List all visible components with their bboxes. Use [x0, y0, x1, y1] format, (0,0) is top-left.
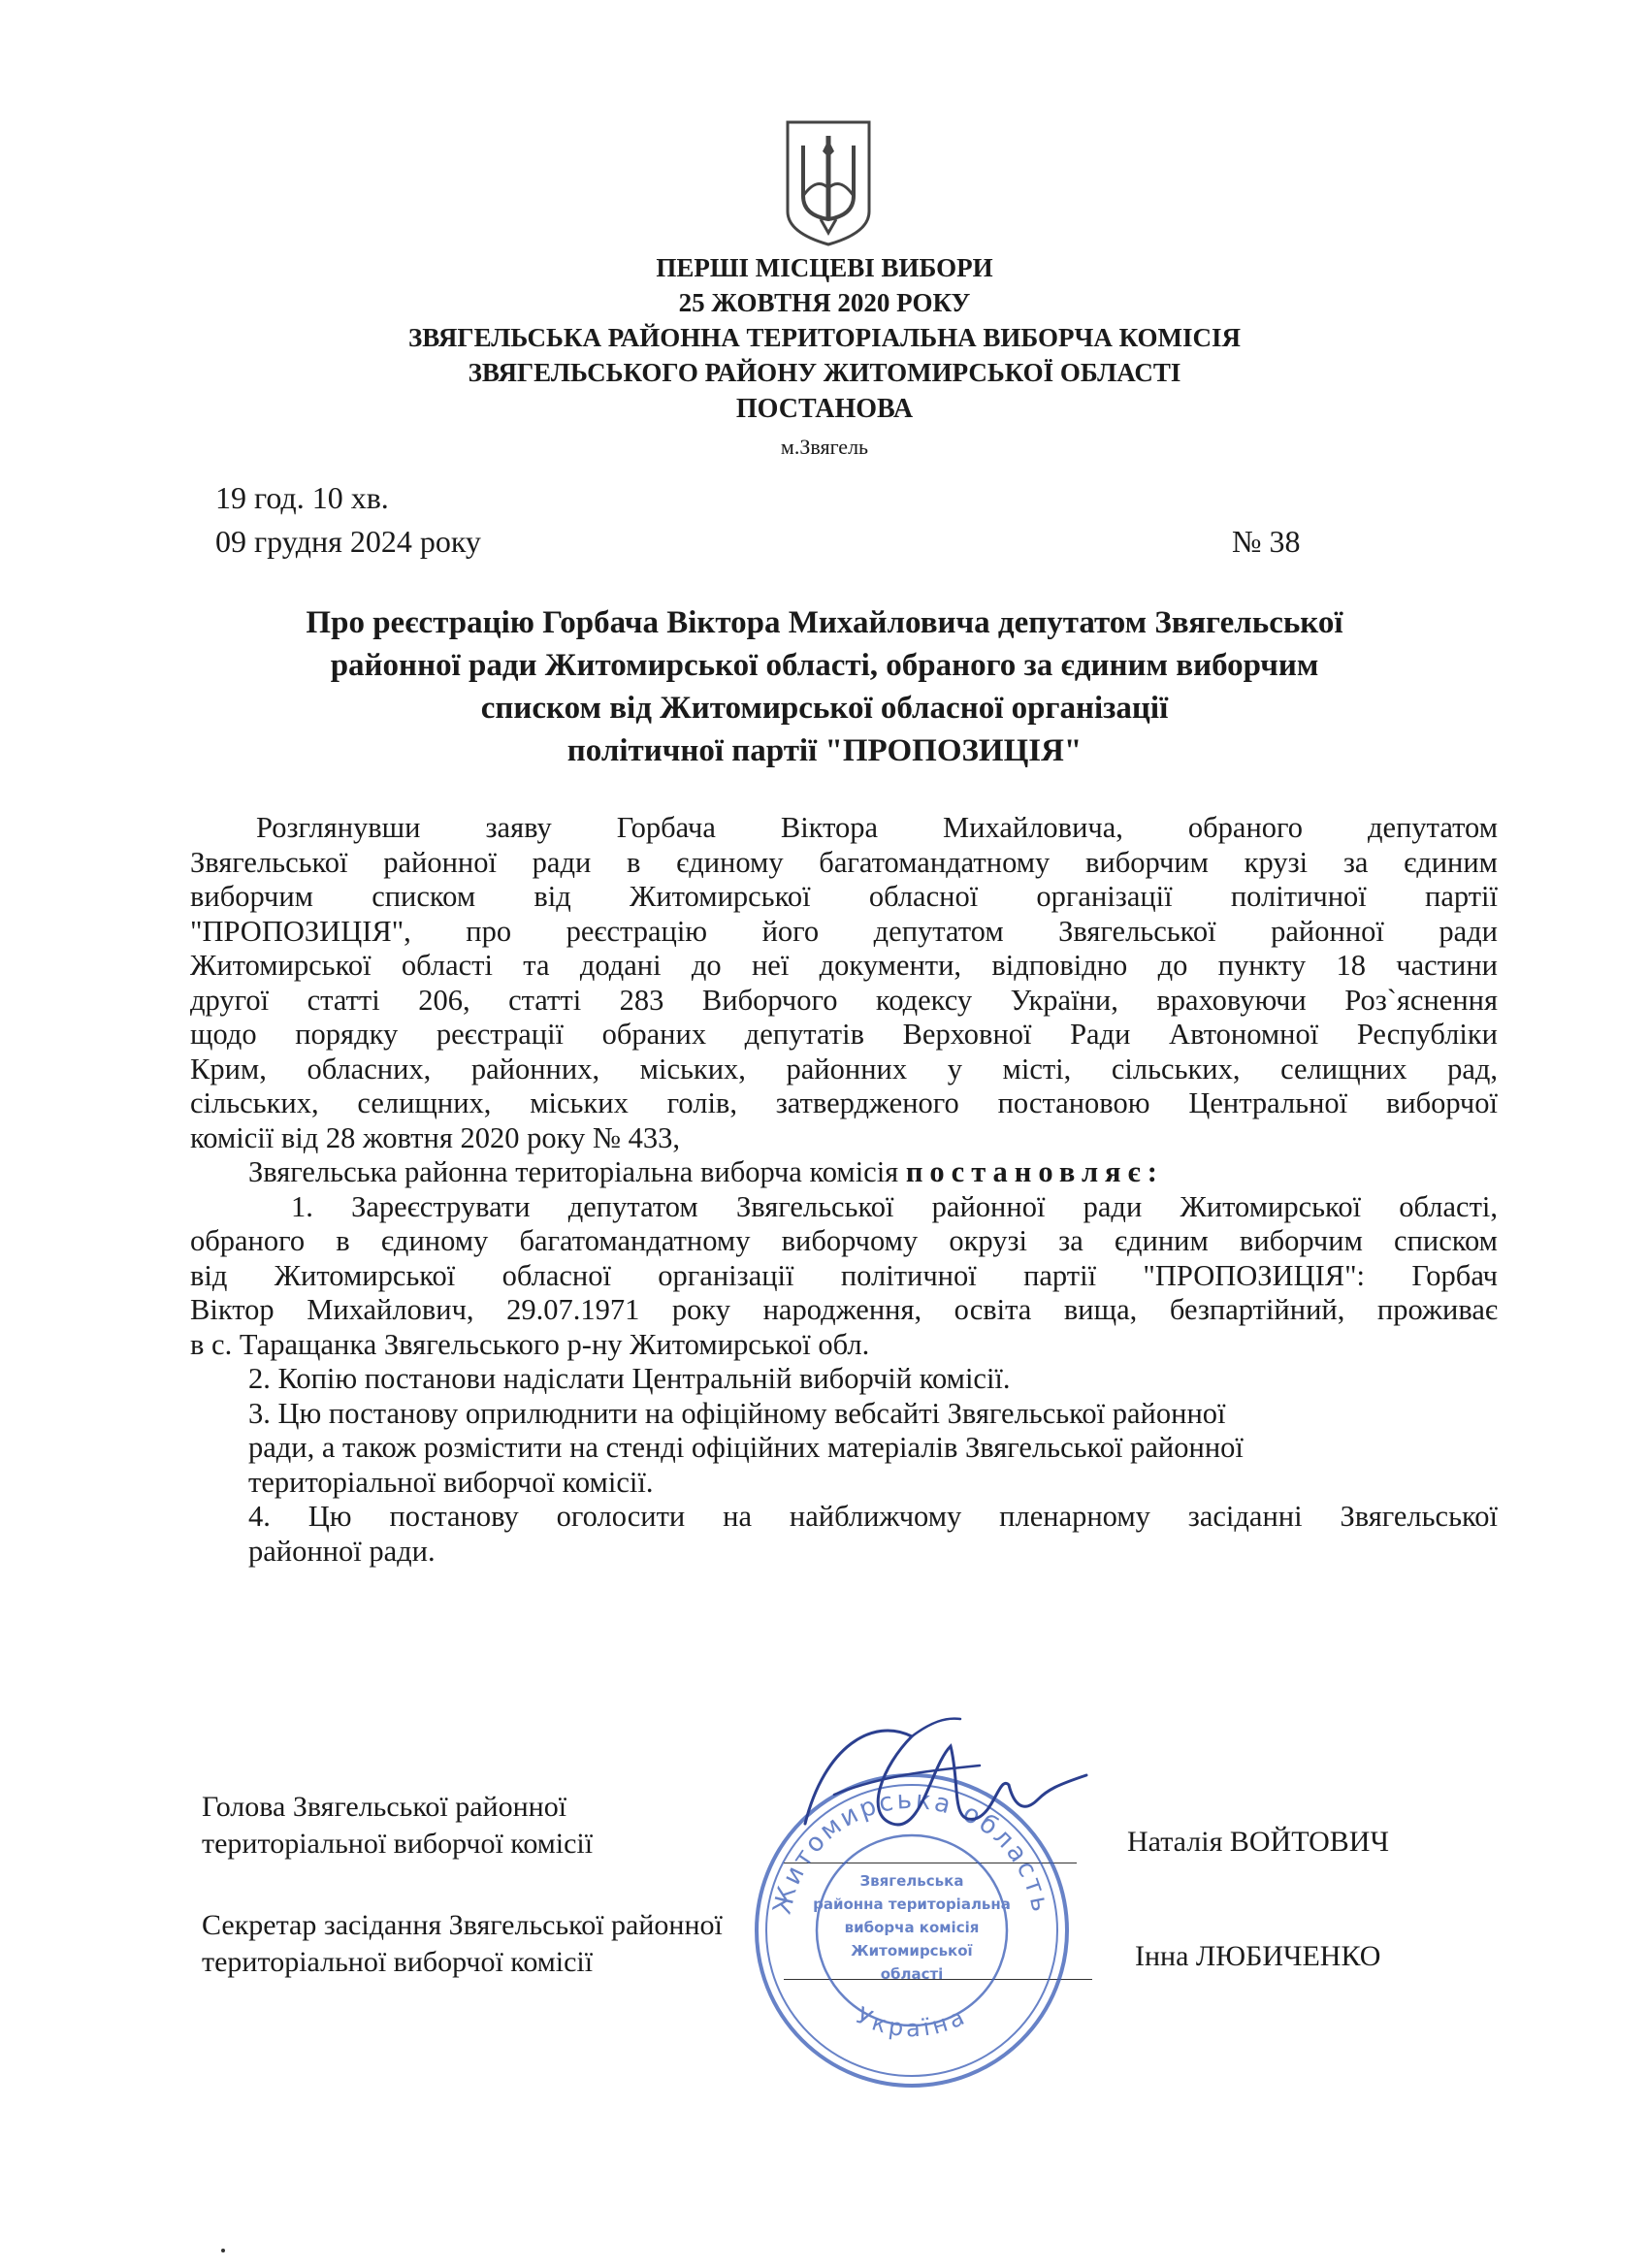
preamble-line: щодо порядку реєстрації обраних депутатів Верховної Ради Автономної Республіки — [190, 1018, 1498, 1051]
title-line: політичної партії "ПРОПОЗИЦІЯ" — [566, 733, 1083, 768]
document-body — [190, 811, 1498, 1569]
chair-role-line: територіальної виборчої комісії — [202, 1828, 594, 1860]
secretary-name: Інна ЛЮБИЧЕНКО — [1135, 1940, 1381, 1972]
preamble-line: Звягельської районної ради в єдиному багатомандатному виборчим крузі за єдиним — [190, 845, 1498, 879]
preamble-line: "ПРОПОЗИЦІЯ", про реєстрацію його депутатом Звягельської районної ради — [190, 914, 1498, 948]
title-line: Про реєстрацію Горбача Віктора Михайловича депутатом Звягельської — [306, 605, 1343, 640]
item-1-line: Віктор Михайлович, 29.07.1971 року народження, освіта вища, безпартійний, проживає — [190, 1293, 1498, 1326]
svg-text:Україна: Україна — [851, 2001, 973, 2043]
item-1-line: обраного в єдиному багатомандатному виборчому окрузі за єдиним виборчим списком — [190, 1224, 1498, 1257]
header-election-date: 25 ЖОВТНЯ 2020 РОКУ — [678, 288, 971, 317]
document-place: м.Звягель — [780, 435, 869, 459]
title-line: районної ради Житомирської області, обраного за єдиним виборчим — [330, 648, 1319, 683]
header-commission-region: ЗВЯГЕЛЬСЬКОГО РАЙОНУ ЖИТОМИРСЬКОЇ ОБЛАСТІ — [468, 358, 1181, 387]
item-2: 2. Копію постанови надіслати Центральній виборчій комісії. — [248, 1362, 1011, 1395]
document-title — [194, 601, 1455, 772]
document-date: 09 грудня 2024 року — [215, 524, 481, 559]
election-header — [0, 250, 1649, 390]
svg-text:Звягельська: Звягельська — [859, 1872, 964, 1890]
svg-text:Житомирська область: Житомирська область — [767, 1785, 1055, 1918]
preamble-line: Житомирської області та додані до неї документи, відповідно до пункту 18 частини — [190, 949, 1498, 982]
trident-emblem-icon — [784, 118, 873, 248]
title-line: списком від Житомирської обласної організації — [480, 691, 1169, 726]
handwritten-signature-icon — [766, 1707, 1096, 1863]
svg-text:Житомирської: Житомирської — [851, 1942, 973, 1960]
decision-intro: Звягельська районна територіальна виборча комісія — [248, 1155, 906, 1188]
item-4-line: районної ради. — [248, 1534, 436, 1568]
svg-text:області: області — [880, 1965, 944, 1983]
preamble-line: другої статті 206, статті 283 Виборчого кодексу України, враховуючи Роз`яснення — [190, 983, 1498, 1017]
header-election-name: ПЕРШІ МІСЦЕВІ ВИБОРИ — [656, 253, 993, 282]
chair-role — [202, 1789, 593, 1863]
decision-resolves: постановляє: — [905, 1155, 1164, 1188]
secretary-role-line: Секретар засідання Звягельської районної — [202, 1909, 723, 1941]
document-number: № 38 — [1232, 524, 1301, 559]
preamble-line: Крим, обласних, районних, міських, районних у місті, сільських, селищних рад, — [190, 1052, 1498, 1085]
item-1-line: від Житомирської обласної організації політичної партії "ПРОПОЗИЦІЯ": Горбач — [190, 1258, 1498, 1292]
preamble-line: виборчим списком від Житомирської обласної організації політичної партії — [190, 880, 1498, 913]
header-commission-name: ЗВЯГЕЛЬСЬКА РАЙОННА ТЕРИТОРІАЛЬНА ВИБОРЧА КОМІСІЯ — [407, 323, 1242, 352]
item-4-line: 4. Цю постанову оголосити на найближчому пленарному засіданні Звягельської — [248, 1500, 1498, 1533]
preamble-line: комісії від 28 жовтня 2020 року № 433, — [190, 1120, 680, 1154]
item-1-line: в с. Таращанка Звягельського р-ну Житомирської обл. — [190, 1327, 870, 1361]
item-1-line: 1. Зареєструвати депутатом Звягельської районної ради Житомирської області, — [291, 1189, 1498, 1223]
chair-name: Наталія ВОЙТОВИЧ — [1127, 1826, 1389, 1858]
secretary-role-line: територіальної виборчої комісії — [202, 1946, 594, 1978]
preamble-line: сільських, селищних, міських голів, затвердженого постановою Центральної виборчої — [190, 1086, 1498, 1119]
decision-line — [190, 1155, 1498, 1190]
chair-role-line: Голова Звягельської районної — [202, 1791, 567, 1823]
item-3-line: ради, а також розмістити на стенді офіційних матеріалів Звягельської районної — [248, 1431, 1244, 1464]
svg-text:виборча комісія: виборча комісія — [844, 1919, 980, 1936]
item-3-line: 3. Цю постанову оприлюднити на офіційному вебсайті Звягельської районної — [248, 1396, 1226, 1430]
secretary-role — [202, 1907, 723, 1981]
svg-text:районна територіальна: районна територіальна — [813, 1895, 1011, 1913]
preamble-line: Розглянувши заяву Горбача Віктора Михайловича, обраного депутатом — [256, 811, 1498, 844]
item-3-line: територіальної виборчої комісії. — [248, 1465, 654, 1499]
document-type: ПОСТАНОВА — [735, 394, 914, 424]
scan-speck — [221, 2249, 225, 2252]
document-time: 19 год. 10 хв. — [215, 480, 389, 515]
